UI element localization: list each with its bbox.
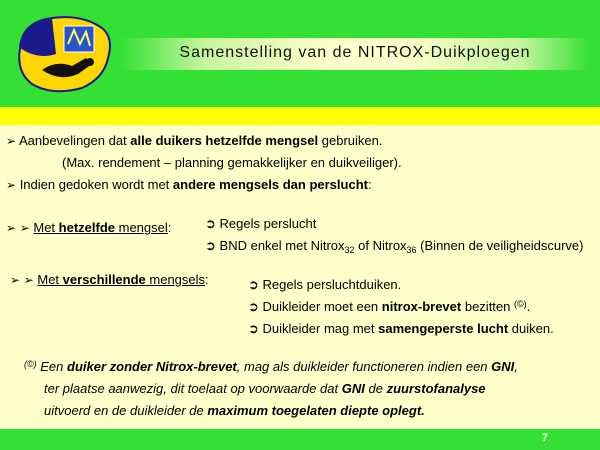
bullet-2 bbox=[6, 177, 372, 192]
bullet-1 bbox=[6, 133, 382, 148]
diff-mix-label-text: Met verschillende mengsels bbox=[37, 272, 206, 287]
note-line-1: (©) Een duiker zonder Nitrox-brevet, mag als duikleider functioneren indien een GNI, bbox=[24, 359, 518, 374]
arrowhead-right-icon: ➢ bbox=[19, 221, 30, 235]
note-line-3: uitvoerd en de duikleider de maximum toegelaten diepte oplegt. bbox=[44, 403, 425, 418]
note-line-2: ter plaatse aanwezig, dit toelaat op voorwaarde dat GNI de zuurstofanalyse bbox=[44, 381, 486, 396]
arrowhead-right-icon: ➢ bbox=[6, 134, 17, 148]
bullet-1-text: Aanbevelingen dat bbox=[18, 133, 131, 148]
arrowhead-right-icon: ➢ bbox=[6, 221, 17, 235]
curved-arrow-right-icon: ➲ bbox=[205, 238, 216, 253]
page-number: 7 bbox=[541, 432, 548, 444]
curved-arrow-right-icon: ➲ bbox=[205, 216, 216, 231]
same-mix-label-text: Met hetzelfde mengsel bbox=[33, 220, 168, 235]
same-mix-item-1: ➲ Regels perslucht bbox=[205, 216, 317, 231]
accent-band bbox=[0, 107, 600, 125]
arrowhead-right-icon: ➢ bbox=[10, 273, 21, 287]
bullet-2-bold: andere mengsels dan perslucht bbox=[172, 177, 368, 192]
bullet-1-sub: (Max. rendement – planning gemakkelijker en duikveiliger). bbox=[62, 155, 402, 170]
diff-mix-item-1: ➲ Regels persluchtduiken. bbox=[248, 277, 402, 292]
arrowhead-right-icon: ➢ bbox=[6, 178, 17, 192]
curved-arrow-right-icon: ➲ bbox=[248, 321, 259, 336]
bullet-1-bold: alle duikers hetzelfde mengsel bbox=[130, 133, 319, 148]
bullet-2-text: Indien gedoken wordt met bbox=[19, 177, 173, 192]
bullet-2-end: : bbox=[367, 177, 372, 192]
curved-arrow-right-icon: ➲ bbox=[248, 299, 259, 314]
diff-mix-label: ➢ ➢ Met verschillende mengsels: bbox=[10, 272, 209, 287]
diff-mix-item-3: ➲ Duikleider mag met samengeperste lucht duiken. bbox=[248, 321, 554, 336]
same-mix-item-2: ➲ BND enkel met Nitrox$_{32}$ of Nitrox$_{36}$ (Binnen de veiligheidscurve) bbox=[205, 238, 584, 255]
curved-arrow-right-icon: ➲ bbox=[248, 277, 259, 292]
same-mix-label: ➢ ➢ Met hetzelfde mengsel: bbox=[6, 220, 172, 235]
club-logo-icon bbox=[12, 8, 116, 98]
footer-bar bbox=[0, 429, 600, 450]
bullet-1-end: gebruiken. bbox=[318, 133, 383, 148]
diff-mix-item-2: ➲ Duikleider moet een nitrox-brevet bezitten (©). bbox=[248, 299, 531, 314]
arrowhead-right-icon: ➢ bbox=[23, 273, 34, 287]
slide-title: Samenstelling van de NITROX-Duikploegen bbox=[179, 44, 531, 61]
